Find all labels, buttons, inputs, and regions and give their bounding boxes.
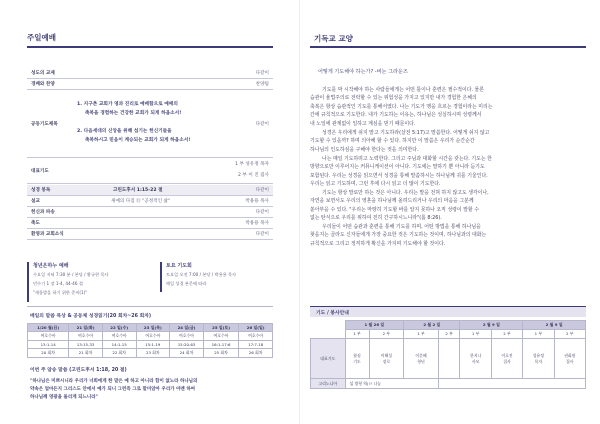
- empty-cell: [438, 379, 585, 389]
- text-line: 습관이 율법주의로 전락할 수 있는 위험성을 가지고 있지만 내가 경험한 은혜의: [310, 95, 477, 102]
- saturday-prayer-box: [160, 262, 275, 292]
- book-cell: 여호수아: [28, 332, 69, 341]
- duty-date: 2 월 9 일: [523, 321, 586, 330]
- session-cell: 21 회차: [69, 349, 103, 358]
- order-value: 찬양팀: [255, 82, 269, 87]
- prayer-line: 축복하시고 믿음이 계승되는 교회가 되게 하옵소서!: [85, 138, 191, 143]
- article-subtitle: 어떻게 기도해야 하는가? -버논 그라운즈: [318, 69, 408, 75]
- rep-prayer-second: 2 부 이 진 집사: [238, 173, 269, 178]
- service-label: 2 부: [438, 330, 460, 339]
- saturday-title: 토요 기도회: [166, 263, 192, 269]
- date-header: 22 일(수): [102, 324, 136, 332]
- duty-header-bar: [310, 306, 586, 317]
- youth-line: "새롭발을 하기 위한 준비(1)": [33, 290, 88, 295]
- prayer-value: 다같이: [255, 122, 269, 127]
- worship-title: 주일예배: [27, 33, 56, 42]
- order-row: [27, 196, 273, 207]
- memory-verse-title: 이번 주 암송 말씀 (고린도후서 1:18, 20 절): [30, 368, 127, 373]
- book-cell: 여호수아: [102, 332, 136, 341]
- article-paragraph: [310, 86, 586, 128]
- book-cell: 여호수아: [170, 332, 204, 341]
- chapter-cell: 13:1-14: [28, 340, 69, 349]
- chapter-cell: 15:1-19: [136, 340, 170, 349]
- date-header: 1/20 월(日): [28, 324, 69, 332]
- text-line: 쏟아부을 수 있다. "우리는 마땅히 기도할 바를 알지 못하나 오직 성령이 말할 수: [310, 206, 479, 213]
- session-cell: 26 회차: [239, 349, 273, 358]
- duty-service-row: [311, 330, 586, 339]
- duty-title: 기도 / 봉사안내: [316, 311, 349, 316]
- empty-cell: [311, 330, 346, 339]
- order-row: [27, 185, 273, 196]
- scripture-reference: 고린도후서 1:15-22 절: [113, 188, 163, 193]
- prayer-label: 공동기도제목: [31, 122, 58, 127]
- date-header: 24 일(금): [170, 324, 204, 332]
- order-label: 성경 봉독: [31, 188, 51, 193]
- duty-name-cell: [345, 339, 369, 379]
- text-line: 나는 매일 기도하려고 노력한다. 그리고 주님과 대화할 시간을 갖는다. 기도는 한: [322, 156, 492, 162]
- book-cell: 여호수아: [203, 332, 239, 341]
- text-line: 성경은 우리에게 쉬지 말고 기도하라(살전 5:17)고 말씀한다. 어떻게 쉬지 않고: [322, 130, 490, 136]
- koinonia-value: 섬 방형 역(ㅂ 나눔: [345, 379, 438, 389]
- bible-reading-title: 매일의 말씀 묵상 & 공동체 성경읽기(20 회차~26 회차): [30, 314, 152, 319]
- chapter-row: [28, 340, 273, 349]
- service-label: 1 부: [460, 330, 491, 339]
- duty-date-row: [311, 321, 586, 330]
- order-row: [27, 207, 273, 218]
- duty-prayer-row: [311, 339, 586, 379]
- service-label: 2 부: [369, 330, 404, 339]
- person-name: 이문혜: [415, 352, 427, 358]
- text-line: 기도할 수 있을까? 하며 의아해 할 수 있다. 하지만 이 말씀은 우리가 순간순간: [310, 138, 475, 145]
- youth-line: 수요일 저녁 7:30 분 / 본당 / 황규현 목사: [33, 272, 109, 277]
- divider: [27, 306, 273, 307]
- order-row: [27, 79, 273, 90]
- empty-corner: [311, 321, 346, 330]
- page-fold: [299, 0, 300, 424]
- saturday-line: 토요일 오전 7:00 / 본당 / 박용용 목사: [166, 272, 237, 277]
- order-value: 다같이: [255, 188, 269, 193]
- duty-date: 2 월 2 일: [404, 321, 460, 330]
- order-value: 박용용 목사: [245, 221, 269, 226]
- duty-name-cell: [554, 339, 585, 379]
- service-label: 2 부: [554, 330, 585, 339]
- prayer-line: 1. 지구촌 교회가 영과 진리로 예배함으로 예배의: [77, 102, 178, 107]
- duty-name-cell: [460, 339, 491, 379]
- order-value: 박용용 목사: [245, 199, 269, 204]
- duty-name-cell: [491, 339, 522, 379]
- order-label: 설교: [31, 199, 40, 204]
- session-cell: 22 회차: [102, 349, 136, 358]
- duty-koinonia-row: [311, 379, 586, 389]
- text-line: 내 노일에 관계없이 일하고 계심을 믿기 때문이다.: [310, 120, 416, 127]
- rep-prayer-row: [27, 159, 273, 184]
- book-cell: 여호수아: [239, 332, 273, 341]
- book-cell: 여호수아: [136, 332, 170, 341]
- date-header: 21 일(화): [69, 324, 103, 332]
- order-label: 축도: [31, 221, 40, 226]
- date-header: 25 일(토): [203, 324, 239, 332]
- culture-title: 기독교 교양: [314, 34, 353, 43]
- rep-prayer-first: 1 부 성유정 목자: [235, 162, 269, 167]
- chapter-cell: 16:1-17:6: [203, 340, 239, 349]
- text-line: 축복은 항상 습관적인 기도를 통해서였다. 나는 기도가 맹을 흐르는 경험이라는 미리는: [310, 103, 493, 110]
- order-value: 다같이: [255, 71, 269, 76]
- person-role: 집사: [566, 358, 574, 364]
- text-line: 간에 규칙적으로 기도한다. 내가 기도하는 이유는, 하나님은 성실하시며 성령께서: [310, 112, 482, 119]
- verse-line: 하나님께 영광을 돌리게 되느니라": [30, 395, 98, 400]
- service-label: 1 부: [404, 330, 439, 339]
- person-role: 집사: [503, 358, 511, 364]
- text-line: 포함된다. 우리는 성경을 읽으면서 성경을 통해 말씀하시는 하나님께 귀를 기울인다.: [310, 172, 488, 179]
- verse-line: "하나님은 미쁘시니라 우리가 너희에게 한 말은 예 하고 아니라 함이 없노라 하나님의: [30, 379, 198, 384]
- article-paragraph: [310, 223, 586, 248]
- person-role: 기도: [353, 358, 361, 364]
- order-row: [27, 229, 273, 240]
- person-role: 사모: [471, 358, 480, 364]
- chapter-cell: 15:20-63: [170, 340, 204, 349]
- order-value: 다같이: [255, 232, 269, 237]
- bible-header-row: [28, 324, 273, 332]
- service-label: 2 부: [491, 330, 522, 339]
- order-label: 경배와 찬양: [31, 82, 55, 87]
- date-header: 26 일(일): [239, 324, 273, 332]
- person-name: 이해성: [380, 352, 392, 358]
- service-label: 1 부: [345, 330, 369, 339]
- session-cell: 24 회차: [170, 349, 204, 358]
- duty-name-cell: [438, 339, 460, 379]
- order-label: 환영과 교회소식: [31, 232, 64, 237]
- duty-name-cell: [369, 339, 404, 379]
- rep-prayer-label: 대표기도: [31, 169, 49, 174]
- person-role: 형년: [417, 358, 425, 364]
- person-name: 성유정: [532, 352, 545, 358]
- session-cell: 20 회차: [28, 349, 69, 358]
- prayer-line: 축복을 경험하는 건강한 교회가 되게 하옵소서!: [85, 111, 182, 116]
- title-rule: [27, 46, 273, 48]
- article-paragraph: [310, 129, 586, 154]
- duty-row-label: 고리노니아: [311, 379, 346, 389]
- prayer-row: [27, 91, 273, 158]
- text-line: 우리들이 어떤 습관과 훈련을 통해 기도를 하며, 어떤 방법을 통해 하나님을: [322, 224, 481, 230]
- duty-name-cell: [404, 339, 439, 379]
- duty-date: 2 월 9 일: [460, 321, 523, 330]
- chapter-cell: 13:15-33: [69, 340, 103, 349]
- prayer-line: 2. 다음세대의 신앙을 위해 섬기는 헌신기들을: [77, 129, 172, 134]
- order-label: 헌신과 파송: [31, 210, 55, 215]
- order-value: 다같이: [255, 210, 269, 215]
- order-label: 성도의 교제: [31, 71, 55, 76]
- text-line: 찾을지는 골라도 신자들에게 가장 중요한 것은 기도하는 것이며, 하나님과의 대화는: [310, 232, 487, 239]
- person-name: 이호진: [501, 352, 513, 358]
- duty-date: 1 월 26 일: [345, 321, 404, 330]
- duty-table: [310, 320, 586, 389]
- text-line: 기도는 항상 말로만 하는 것은 아니다. 우리는 말을 전혀 하지 않고도 생각이나,: [322, 190, 489, 196]
- order-row: [27, 218, 273, 229]
- book-cell: 여호수아: [69, 332, 103, 341]
- saturday-line: 매일 성경 본문에 따라: [166, 281, 207, 286]
- session-cell: 25 회차: [203, 349, 239, 358]
- memory-verse: [30, 378, 275, 402]
- person-role: 목자: [534, 358, 543, 364]
- chapter-cell: 14:1-15: [102, 340, 136, 349]
- bible-reading-table: [27, 323, 273, 358]
- person-name: 합심: [353, 352, 361, 358]
- duty-row-label: 대표기도: [311, 339, 346, 379]
- sermon-title: 새예의 다짐 ⑪ "공정적인 삶": [111, 199, 171, 204]
- service-label: 1 부: [523, 330, 554, 339]
- article-paragraph: [310, 155, 586, 189]
- chapter-cell: 17:7-18: [239, 340, 273, 349]
- youth-worship-box: [27, 262, 147, 302]
- text-line: 기도를 막 시작해야 하는 사람들에게는 어떤 틀이나 훈련은 필수적이다. 물론: [322, 87, 485, 93]
- order-row: [27, 68, 273, 79]
- text-line: 방향으로만 이루어지는 커뮤니케이션이 아니다. 기도에는 말하기 뿐 아니라 듣기도: [310, 164, 485, 171]
- text-line: 하나님의 인도하심을 구해야 한다는 것을 의미한다.: [310, 146, 419, 153]
- person-name: 한지나: [470, 352, 482, 358]
- text-line: 없는 탄식으로 우리를 위하여 친히 간구하시느니라"(롬 8:26).: [310, 215, 442, 222]
- person-name: 권회원: [564, 352, 576, 358]
- verse-line: 약속은 얼마든지 그리스도 안에서 예가 되니 그런즉 그로 말미암아 우리가 아멘 하여: [30, 387, 196, 392]
- session-row: [28, 349, 273, 358]
- title-rule: [310, 46, 586, 48]
- youth-title: 청년온하누 예배: [33, 263, 69, 269]
- date-header: 23 일(목): [136, 324, 170, 332]
- person-role: 장로: [382, 358, 391, 364]
- text-line: 규칙적으로 그리고 정직하게 확신을 가지며 기도해야 할 것이다.: [310, 240, 446, 247]
- youth-line: 민수기 1 장 1-4, 44-46 절: [33, 281, 83, 286]
- text-line: 우리는 읽고 기도하며, 그런 후에 다시 읽고 더 많이 기도한다.: [310, 181, 441, 188]
- text-line: 자연을 보면서도 우리의 영혼을 하나님께 올려드리거나 우리의 마음을 그분께: [310, 198, 474, 205]
- book-row: [28, 332, 273, 341]
- session-cell: 23 회차: [136, 349, 170, 358]
- article-paragraph: [310, 189, 586, 223]
- duty-name-cell: [523, 339, 554, 379]
